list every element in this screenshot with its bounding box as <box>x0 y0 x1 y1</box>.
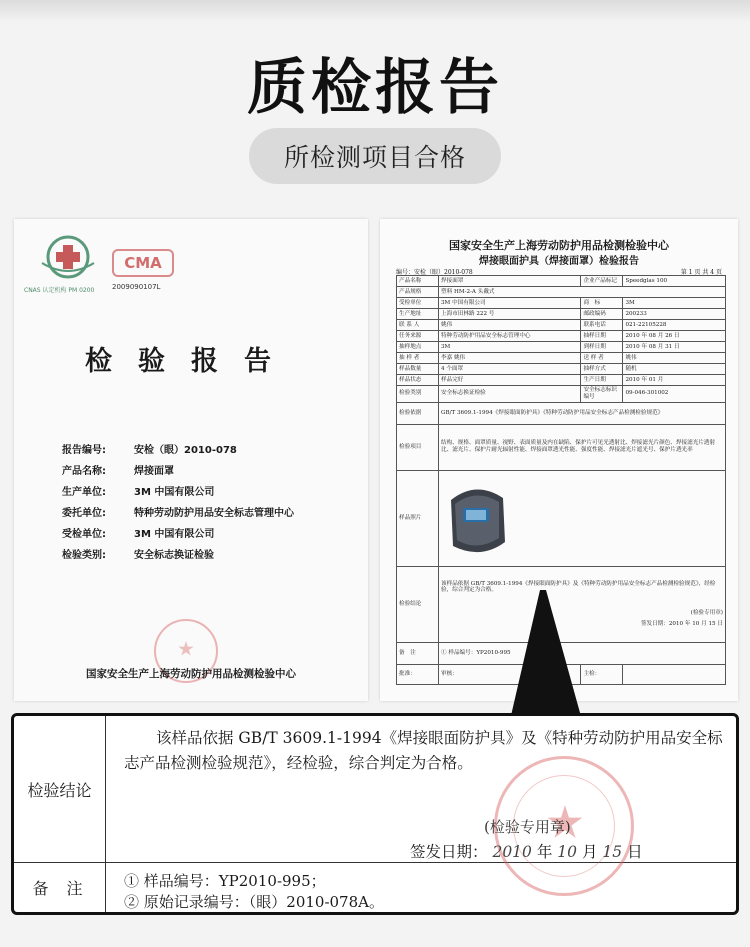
cell: 抽样方式 <box>581 364 623 375</box>
cell: 3M <box>623 298 726 309</box>
cell: 2010 年 01 月 <box>623 375 726 386</box>
sign-date: 签发日期：2010 年 10 月 15 日 <box>640 621 723 628</box>
accreditation-logo-icon <box>32 233 104 281</box>
table-row <box>397 375 726 386</box>
issuer-title: 国家安全生产上海劳动防护用品检测检验中心 <box>449 239 669 252</box>
conclusion-text: 该样品依据 GB/T 3609.1-1994《焊接眼面防护具》及《特种劳动防护用品安全标志产品检测检验规范》，经检验，综合判定为合格。 <box>441 580 716 594</box>
table-row <box>397 287 726 298</box>
table-row <box>397 342 726 353</box>
cell: 任务来源 <box>397 331 439 342</box>
accreditation-logo-caption: CNAS 认定机构 PM 0200 <box>24 287 95 294</box>
cell: 检验类别 <box>397 386 439 403</box>
cell: 商 标 <box>581 298 623 309</box>
cell: 200233 <box>623 309 726 320</box>
table-row <box>397 331 726 342</box>
info-value: 3M 中国有限公司 <box>134 529 215 540</box>
cell: 抽 样 者 <box>397 353 439 364</box>
cell: 审核： <box>439 664 581 684</box>
sign-unit: 年 <box>536 843 553 861</box>
cell: 3M 中国有限公司 <box>439 298 581 309</box>
report-heading: 检验报告 <box>85 346 297 377</box>
zoom-pointer-icon <box>510 590 582 720</box>
info-row <box>62 546 352 567</box>
info-label: 受检单位: <box>62 529 106 540</box>
table-row <box>397 386 726 403</box>
sign-month: 10 <box>557 843 578 861</box>
sign-unit: 月 <box>581 843 598 861</box>
info-row <box>62 483 352 504</box>
cell: 特种劳动防护用品安全标志管理中心 <box>439 331 581 342</box>
cell <box>623 664 726 684</box>
cell: 2010 年 08 月 31 日 <box>623 342 726 353</box>
cell: 邮政编码 <box>581 309 623 320</box>
zoom-grid <box>14 716 736 912</box>
info-row <box>62 525 352 546</box>
cell: GB/T 3609.1-1994《焊接眼面防护具》《特种劳动防护用品安全标志产品检测检验规范》 <box>439 402 726 424</box>
cell: ① 样品编号：YP2010-995 <box>439 642 726 664</box>
stamp-text: (检验专用章) <box>690 610 723 617</box>
cma-number: 2009090107L <box>112 283 161 291</box>
cell: 随机 <box>623 364 726 375</box>
cell: 样品完好 <box>439 375 581 386</box>
cma-mark: CMA <box>112 249 174 277</box>
cell: 4 个面罩 <box>439 364 581 375</box>
info-value: 焊接面罩 <box>134 466 174 477</box>
info-value: 安全标志换证检验 <box>134 550 214 561</box>
cell: 生产日期 <box>581 375 623 386</box>
cell: Speedglas 100 <box>623 276 726 287</box>
info-value: 3M 中国有限公司 <box>134 487 215 498</box>
cell: 主检： <box>581 664 623 684</box>
info-label: 产品名称: <box>62 466 106 477</box>
report-cover-document[interactable] <box>14 219 368 701</box>
cell: 产品规格 <box>397 287 439 298</box>
table-row <box>397 402 726 424</box>
subtitle-badge: 所检测项目合格 <box>249 128 501 184</box>
info-row <box>62 441 352 462</box>
report-title: 焊接眼面护具（焊接面罩）检验报告 <box>479 256 639 267</box>
cell: 备 注 <box>397 642 439 664</box>
cell: 上海市田林路 222 号 <box>439 309 581 320</box>
sign-year: 2010 <box>492 843 532 861</box>
cell: 安全标志换证检验 <box>439 386 581 403</box>
cell: 安全标志标识编号 <box>581 386 623 403</box>
report-info-list <box>62 441 352 567</box>
info-label: 生产单位: <box>62 487 106 498</box>
conclusion-label: 检验结论 <box>14 716 106 862</box>
sign-date <box>410 840 643 862</box>
welding-helmet-icon <box>441 480 511 560</box>
cell: 2010 年 08 月 26 日 <box>623 331 726 342</box>
cell: 检验结论 <box>397 566 439 642</box>
info-label: 委托单位: <box>62 508 106 519</box>
cell: 联系电话 <box>581 320 623 331</box>
cell: 样品数量 <box>397 364 439 375</box>
sign-unit: 日 <box>627 843 643 861</box>
cell: 联 系 人 <box>397 320 439 331</box>
cell: 批准： <box>397 664 439 684</box>
cell: 样品照片 <box>397 470 439 566</box>
cell: 抽样地点 <box>397 342 439 353</box>
cell: 塑料 HM-2-A 头戴式 <box>439 287 726 298</box>
cell: 样品状态 <box>397 375 439 386</box>
table-row <box>397 309 726 320</box>
table-row <box>397 470 726 566</box>
info-value: 特种劳动防护用品安全标志管理中心 <box>134 508 294 519</box>
table-row <box>397 276 726 287</box>
record-number-note: ② 原始记录编号：（眼）2010-078A。 <box>124 893 384 911</box>
info-row <box>62 504 352 525</box>
divider <box>106 862 736 863</box>
table-row <box>397 364 726 375</box>
cell: 焊接面罩 <box>439 276 581 287</box>
info-value: 安检（眼）2010-078 <box>134 445 237 456</box>
cell: 021-22105228 <box>623 320 726 331</box>
cell: 09-046-301002 <box>623 386 726 403</box>
cell: 3M <box>439 342 581 353</box>
cell: 姚伟 <box>439 320 581 331</box>
conclusion-zoom-inset[interactable] <box>11 713 739 915</box>
info-label: 检验类别: <box>62 550 106 561</box>
sample-number-note: ① 样品编号：YP2010-995； <box>124 872 326 890</box>
cell: 到样日期 <box>581 342 623 353</box>
cell: 生产地址 <box>397 309 439 320</box>
table-row <box>397 298 726 309</box>
cell: 企业产品标记 <box>581 276 623 287</box>
info-label: 报告编号: <box>62 445 106 456</box>
table-row <box>397 424 726 470</box>
cell: 产品名称 <box>397 276 439 287</box>
report-code: 编号：安检（眼）2010-078 <box>396 269 473 276</box>
cell: 送 样 者 <box>581 353 623 364</box>
photo-cell <box>439 470 726 566</box>
stamp-text: (检验专用章) <box>484 818 571 836</box>
sign-prefix: 签发日期： <box>410 843 488 861</box>
table-row <box>397 353 726 364</box>
cell: 检验项目 <box>397 424 439 470</box>
remark-label: 备注 <box>14 862 106 912</box>
page-number: 第 1 页 共 4 页 <box>680 269 722 276</box>
conclusion-text: 该样品依据 GB/T 3609.1-1994《焊接眼面防护具》及《特种劳动防护用品安全标志产品检测检验规范》，经检验，综合判定为合格。 <box>124 729 723 772</box>
cell: 受检单位 <box>397 298 439 309</box>
cell: 结构、规格、面罩质量、视野、表面质量及内在缺陷、保护片可见光透射比、焊接滤光片颜色、焊接滤光片透射比、滤光片、保护片耐光辐射性能、焊接面罩透光性能、强度性能、焊接滤光片遮光号、保护片透光率 <box>439 424 726 470</box>
cell: 姚伟 <box>623 353 726 364</box>
cell: 李嘉 姚伟 <box>439 353 581 364</box>
cell: 检验依据 <box>397 402 439 424</box>
table-row <box>397 320 726 331</box>
page-title: 质检报告 <box>247 53 503 123</box>
info-row <box>62 462 352 483</box>
conclusion-cell <box>439 566 726 642</box>
sign-day: 15 <box>602 843 623 861</box>
top-shadow <box>0 0 750 22</box>
cell: 抽样日期 <box>581 331 623 342</box>
issuer-name: 国家安全生产上海劳动防护用品检测检验中心 <box>86 668 296 680</box>
